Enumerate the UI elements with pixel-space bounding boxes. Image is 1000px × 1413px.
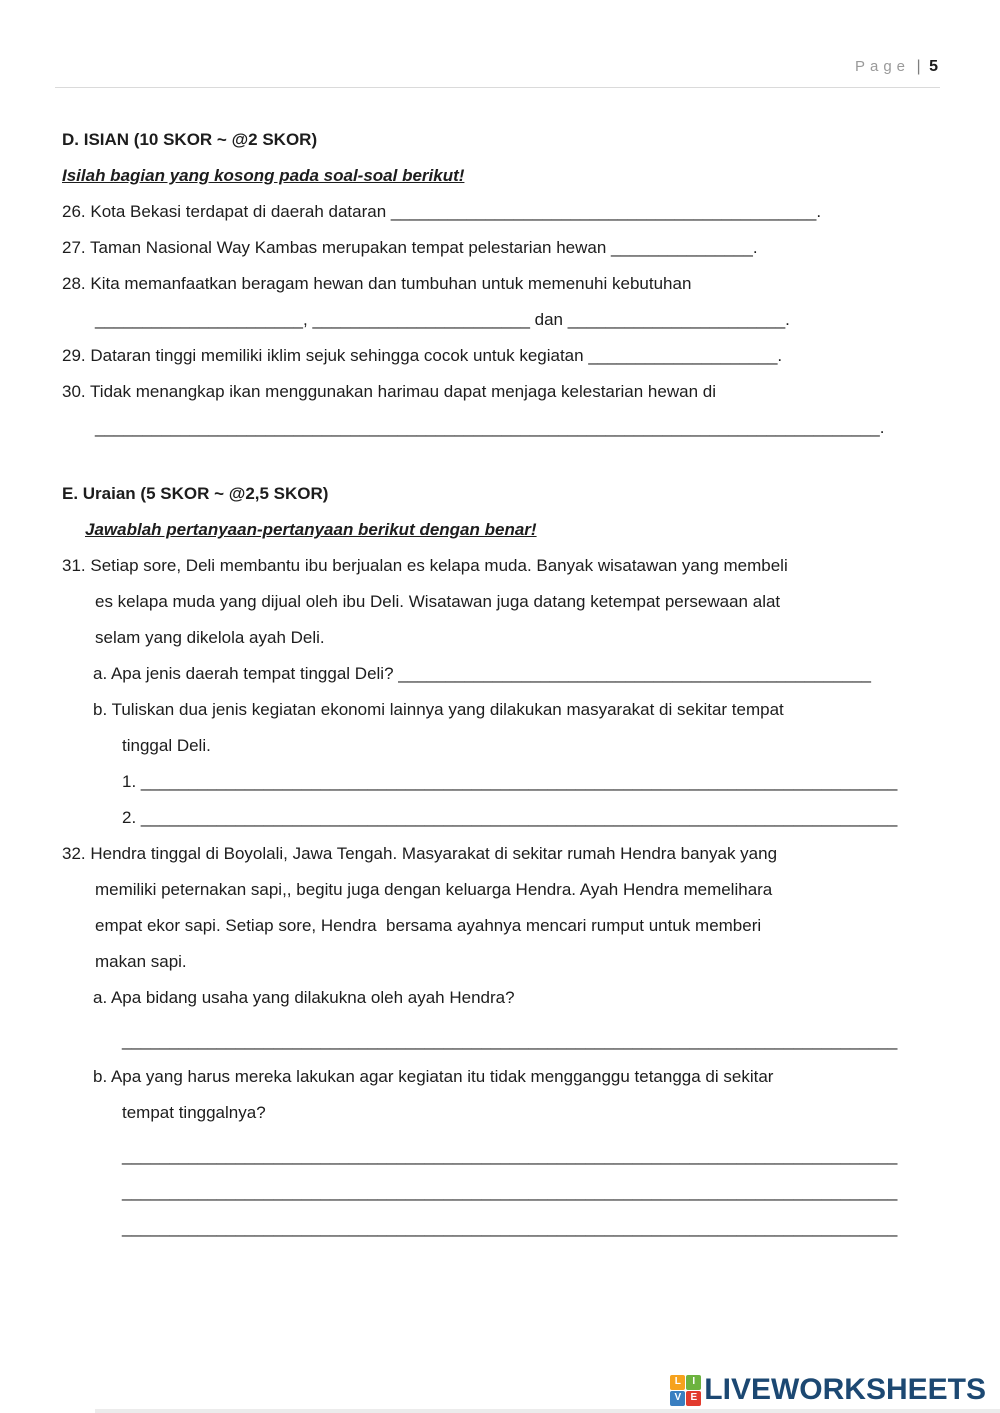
question-32a: a. Apa bidang usaha yang dilakukna oleh ayah Hendra? [93,988,515,1007]
question-31-line-1: 31. Setiap sore, Deli membantu ibu berjualan es kelapa muda. Banyak wisatawan yang membeli [62,556,788,575]
answer-gap [62,1016,940,1023]
question-26: 26. Kota Bekasi terdapat di daerah dataran _____________________________________________. [62,202,822,221]
section-d-heading: D. ISIAN (10 SKOR ~ @2 SKOR) [62,130,318,149]
page-number: 5 [929,58,938,75]
question-32-line-3: empat ekor sapi. Setiap sore, Hendra bersama ayahnya mencari rumput untuk memberi [95,916,762,935]
question-30-blank: ___________________________________________________________________________________. [95,418,885,437]
question-32b-line-1: b. Apa yang harus mereka lakukan agar kegiatan itu tidak mengganggu tetangga di sekitar [93,1067,774,1086]
question-32b-answer-2: __________________________________________________________________________________ [122,1182,898,1201]
liveworksheets-logo[interactable] [670,1373,986,1407]
section-e-heading: E. Uraian (5 SKOR ~ @2,5 SKOR) [62,484,329,503]
question-30-line-1: 30. Tidak menangkap ikan menggunakan harimau dapat menjaga kelestarian hewan di [62,382,716,401]
page-label: Page [854,58,911,75]
page-separator: | [916,58,921,75]
section-e-instruction: Jawablah pertanyaan-pertanyaan berikut dengan benar! [85,520,537,539]
logo-tile-l: L [670,1375,685,1390]
logo-tile-v: V [670,1391,685,1406]
question-32-line-4: makan sapi. [95,952,187,971]
question-31b-line-1: b. Tuliskan dua jenis kegiatan ekonomi lainnya yang dilakukan masyarakat di sekitar tempat [93,700,784,719]
question-31b-answer-2: 2. ________________________________________________________________________________ [122,808,898,827]
logo-tile-i: I [686,1375,701,1390]
question-31a: a. Apa jenis daerah tempat tinggal Deli? __________________________________________________ [93,664,871,683]
question-32-line-2: memiliki peternakan sapi,, begitu juga dengan keluarga Hendra. Ayah Hendra memelihara [95,880,773,899]
section-gap [62,446,940,476]
question-31b-line-2: tinggal Deli. [122,736,211,755]
question-29: 29. Dataran tinggi memiliki iklim sejuk sehingga cocok untuk kegiatan ____________________. [62,346,783,365]
question-32-line-1: 32. Hendra tinggal di Boyolali, Jawa Tengah. Masyarakat di sekitar rumah Hendra banyak yang [62,844,778,863]
question-28-line-1: 28. Kita memanfaatkan beragam hewan dan tumbuhan untuk memenuhi kebutuhan [62,274,692,293]
liveworksheets-tiles-icon [670,1375,701,1406]
question-31b-answer-1: 1. ________________________________________________________________________________ [122,772,898,791]
question-32b-line-2: tempat tinggalnya? [122,1103,266,1122]
question-32b-answer-1: __________________________________________________________________________________ [122,1146,898,1165]
question-31-line-2: es kelapa muda yang dijual oleh ibu Deli. Wisatawan juga datang ketempat persewaan alat [95,592,781,611]
bottom-edge-divider [95,1409,1000,1413]
header-divider [55,87,940,88]
page-header [62,58,938,76]
worksheet-content [62,122,940,1246]
liveworksheets-wordmark: LIVEWORKSHEETS [704,1373,986,1406]
question-31-line-3: selam yang dikelola ayah Deli. [95,628,325,647]
answer-gap [62,1131,940,1138]
question-27: 27. Taman Nasional Way Kambas merupakan tempat pelestarian hewan _______________. [62,238,758,257]
logo-tile-e: E [686,1391,701,1406]
question-28-blanks: ______________________, _______________________ dan _______________________. [95,310,790,329]
question-32b-answer-3: __________________________________________________________________________________ [122,1218,898,1237]
section-d-instruction: Isilah bagian yang kosong pada soal-soal berikut! [62,166,465,185]
question-32a-answer: __________________________________________________________________________________ [122,1031,898,1050]
